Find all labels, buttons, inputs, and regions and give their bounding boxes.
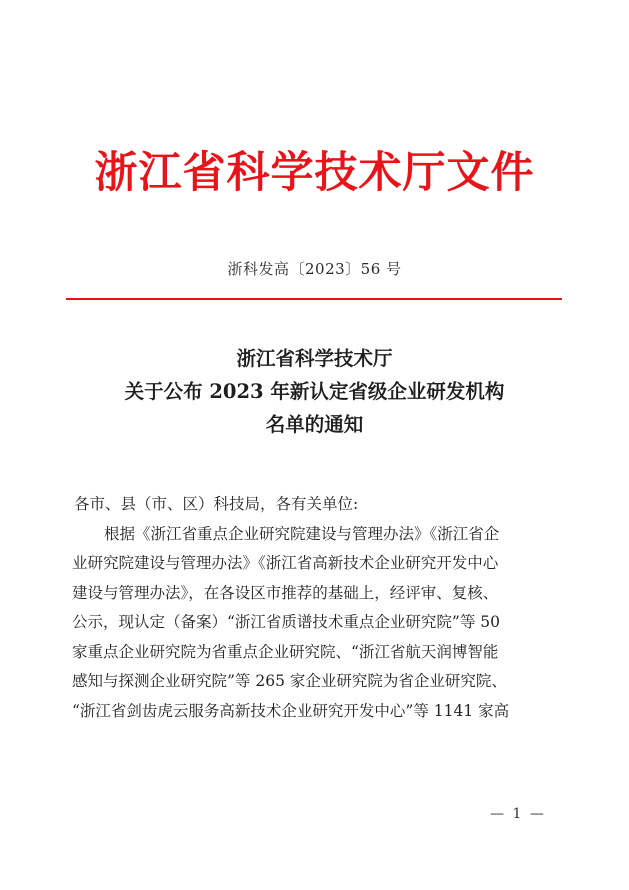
salutation: 各市、县（市、区）科技局，各有关单位:	[74, 495, 359, 513]
title-line-2: 关于公布 2023 年新认定省级企业研发机构	[124, 380, 505, 403]
body-paragraph-line: 建设与管理办法》，在各设区市推荐的基础上，经评审、复核、	[72, 583, 499, 602]
title-line-1: 浙江省科学技术厅	[236, 347, 393, 370]
document-number: 浙科发高〔2023〕56 号	[227, 260, 402, 278]
body-paragraph-line: “浙江省剑齿虎云服务高新技术企业研究开发中心”等 1141 家高	[72, 701, 510, 720]
body-paragraph-line: 感知与探测企业研究院”等 265 家企业研究院为省企业研究院、	[72, 672, 507, 690]
agency-header-title: 浙江省科学技术厅文件	[94, 148, 535, 198]
body-paragraph-line: 公示，现认定（备案）“浙江省质谱技术重点企业研究院”等 50	[72, 613, 501, 631]
title-line-3: 名单的通知	[265, 413, 364, 436]
body-paragraph-line: 家重点企业研究院为省重点企业研究院、“浙江省航天润博智能	[72, 642, 499, 661]
body-paragraph-line: 根据《浙江省重点企业研究院建设与管理办法》《浙江省企	[104, 524, 500, 543]
red-divider-line	[66, 298, 562, 300]
page-number: — 1 —	[490, 806, 546, 822]
body-paragraph-line: 业研究院建设与管理办法》《浙江省高新技术企业研究开发中心	[72, 554, 499, 572]
notice-title	[0, 342, 629, 441]
notice-body	[72, 490, 562, 726]
